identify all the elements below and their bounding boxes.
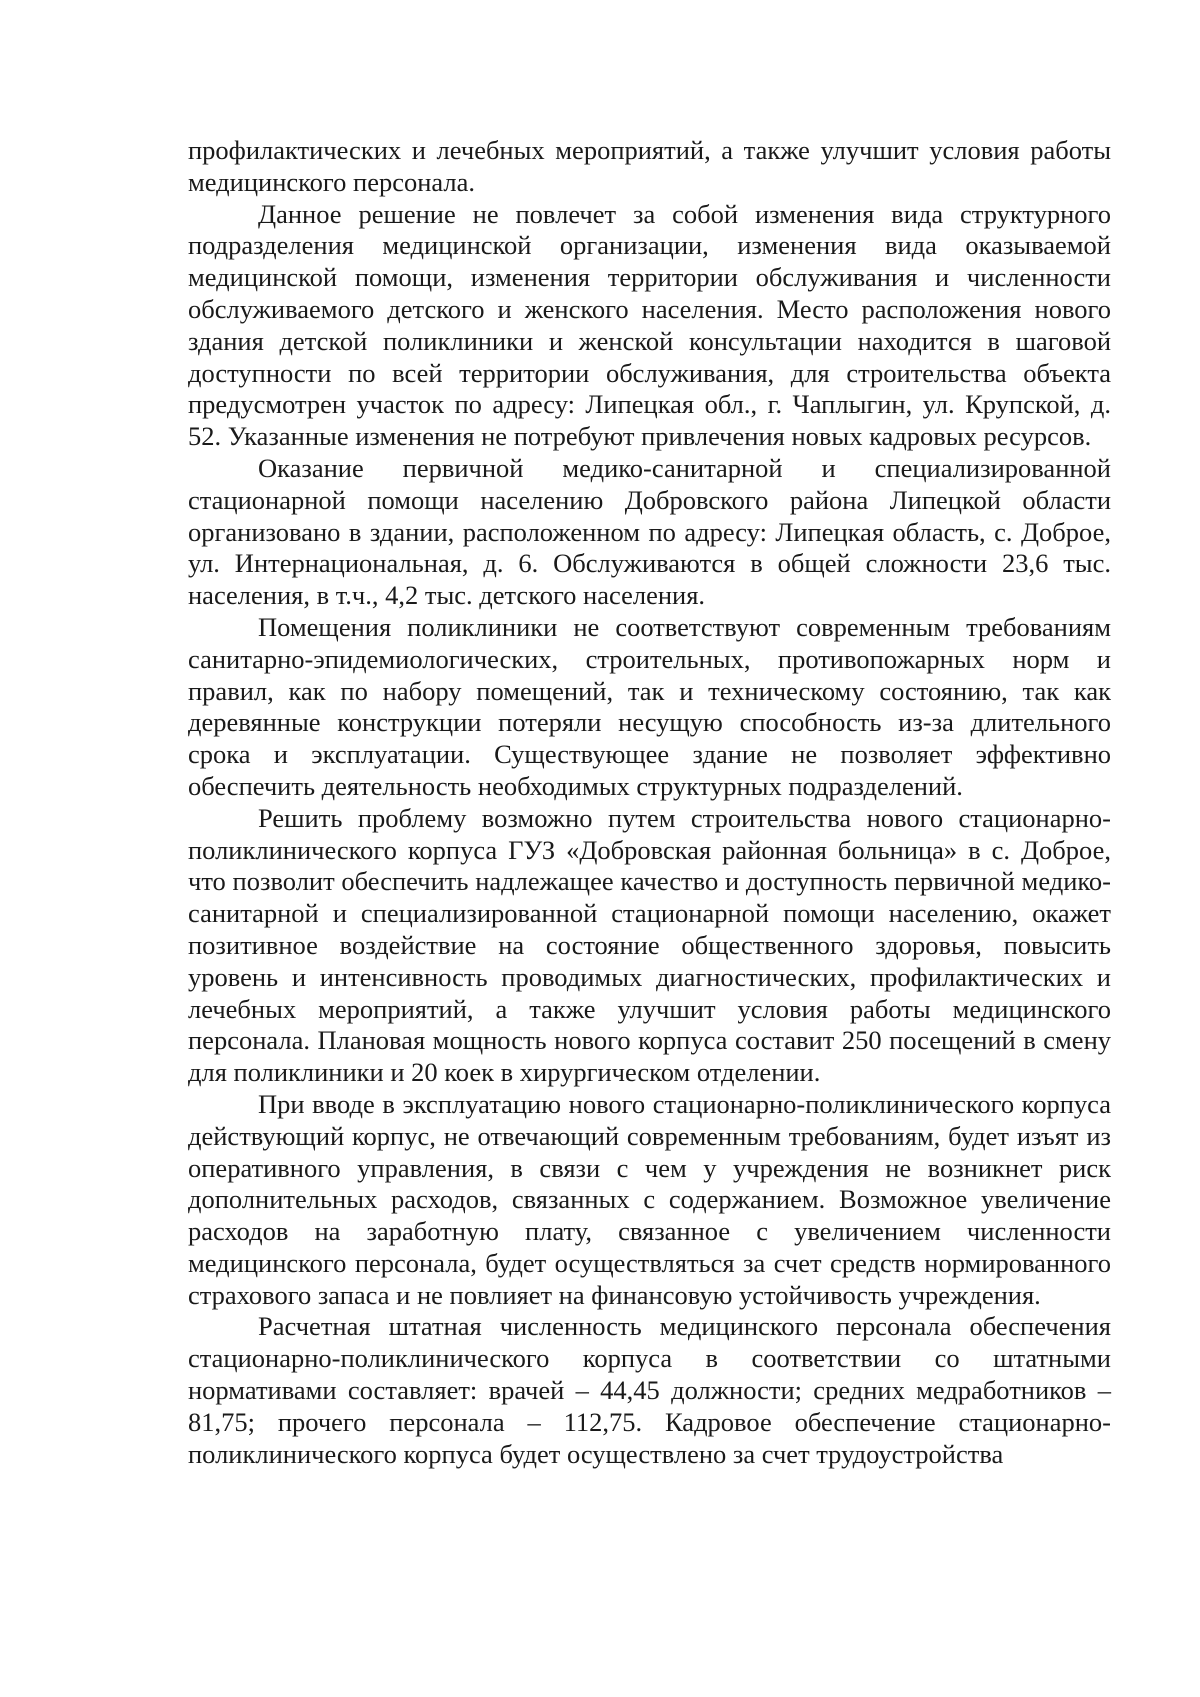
paragraph-premises: Помещения поликлиники не соответствуют современным требованиям санитарно-эпидемиологических, строительных, противопожарных норм и правил, как по набору помещений, так и техническому состоянию, так как деревянные конструкции потеряли несущую способность из-за длительного срока и эксплуатации. Существующее здание не позволяет эффективно обеспечить деятельность необходимых структурных подразделений.: [188, 611, 1111, 801]
paragraph-staffing: Расчетная штатная численность медицинского персонала обеспечения стационарно-поликлинического корпуса в соответствии со штатными нормативами составляет: врачей – 44,45 должности; средних медработников – 81,75; прочего персонала – 112,75. Кадровое обеспечение стационарно-поликлинического корпуса будет осуществлено за счет трудоустройства: [188, 1311, 1111, 1469]
paragraph-current-care: Оказание первичной медико-санитарной и специализированной стационарной помощи населению Добровского района Липецкой области организовано в здании, расположенном по адресу: Липецкая область, с. Доброе, ул. Интернациональная, д. 6. Обслуживаются в общей сложности 23,6 тыс. населения, в т.ч., 4,2 тыс. детского населения.: [188, 452, 1111, 611]
paragraph-decision: Данное решение не повлечет за собой изменения вида структурного подразделения медицинской организации, изменения вида оказываемой медицинской помощи, изменения территории обслуживания и численности обслуживаемого детского и женского населения. Место расположения нового здания детской поликлиники и женской консультации находится в шаговой доступности по всей территории обслуживания, для строительства объекта предусмотрен участок по адресу: Липецкая обл., г. Чаплыгин, ул. Крупской, д. 52. Указанные изменения не потребуют привлечения новых кадровых ресурсов.: [188, 198, 1111, 452]
paragraph-commissioning: При вводе в эксплуатацию нового стационарно-поликлинического корпуса действующий корпус, не отвечающий современным требованиям, будет изъят из оперативного управления, в связи с чем у учреждения не возникнет риск дополнительных расходов, связанных с содержанием. Возможное увеличение расходов на заработную плату, связанное с увеличением численности медицинского персонала, будет осуществляться за счет средств нормированного страхового запаса и не повлияет на финансовую устойчивость учреждения.: [188, 1088, 1111, 1310]
document-body: [188, 135, 1111, 1470]
paragraph-solution: Решить проблему возможно путем строительства нового стационарно-поликлинического корпуса ГУЗ «Добровская районная больница» в с. Доброе, что позволит обеспечить надлежащее качество и доступность первичной медико-санитарной и специализированной стационарной помощи населению, окажет позитивное воздействие на состояние общественного здоровья, повысить уровень и интенсивность проводимых диагностических, профилактических и лечебных мероприятий, а также улучшит условия работы медицинского персонала. Плановая мощность нового корпуса составит 250 посещений в смену для поликлиники и 20 коек в хирургическом отделении.: [188, 802, 1111, 1088]
paragraph-continuation: профилактических и лечебных мероприятий, а также улучшит условия работы медицинского персонала.: [188, 135, 1111, 197]
